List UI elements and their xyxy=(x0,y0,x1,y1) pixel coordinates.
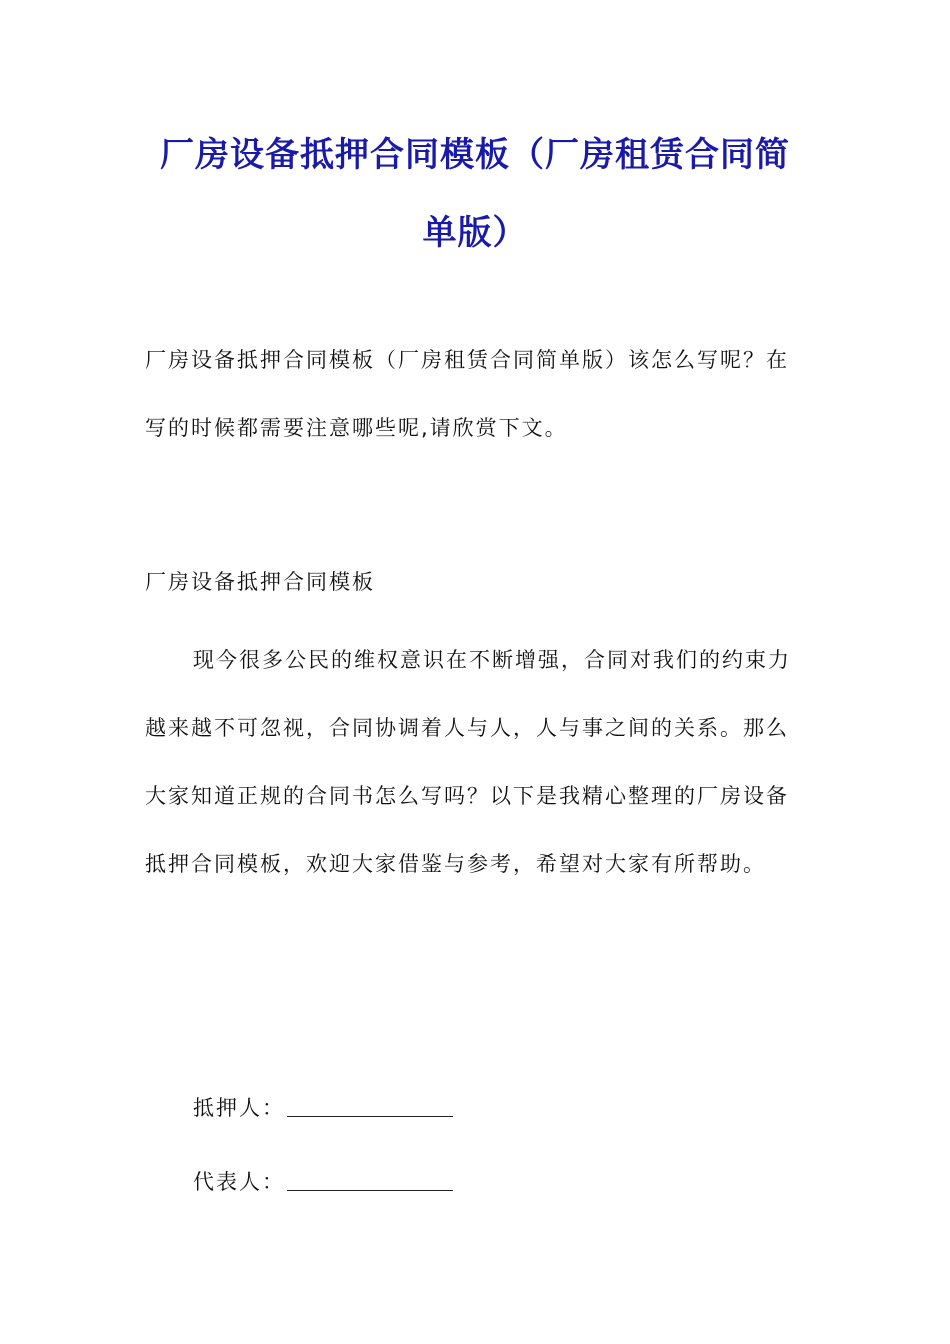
mortgagor-blank-line xyxy=(287,1096,453,1117)
representative-blank-line xyxy=(287,1170,453,1191)
body-paragraph: 现今很多公民的维权意识在不断增强，合同对我们的约束力越来越不可忽视，合同协调着人与人，人与事之间的关系。那么大家知道正规的合同书怎么写吗？以下是我精心整理的厂房设备抵押合同模板，欢迎大家借鉴与参考，希望对大家有所帮助。 xyxy=(145,648,791,876)
representative-label: 代表人： xyxy=(193,1170,285,1194)
section-heading: 厂房设备抵押合同模板 xyxy=(145,570,375,594)
representative-field xyxy=(193,1162,453,1202)
mortgagor-label: 抵押人： xyxy=(193,1096,285,1120)
intro-paragraph: 厂房设备抵押合同模板（厂房租赁合同简单版）该怎么写呢？在写的时候都需要注意哪些呢,请欣赏下文。 xyxy=(145,348,789,440)
document-title: 厂房设备抵押合同模板（厂房租赁合同简单版） xyxy=(160,135,790,253)
mortgagor-field xyxy=(193,1088,453,1128)
